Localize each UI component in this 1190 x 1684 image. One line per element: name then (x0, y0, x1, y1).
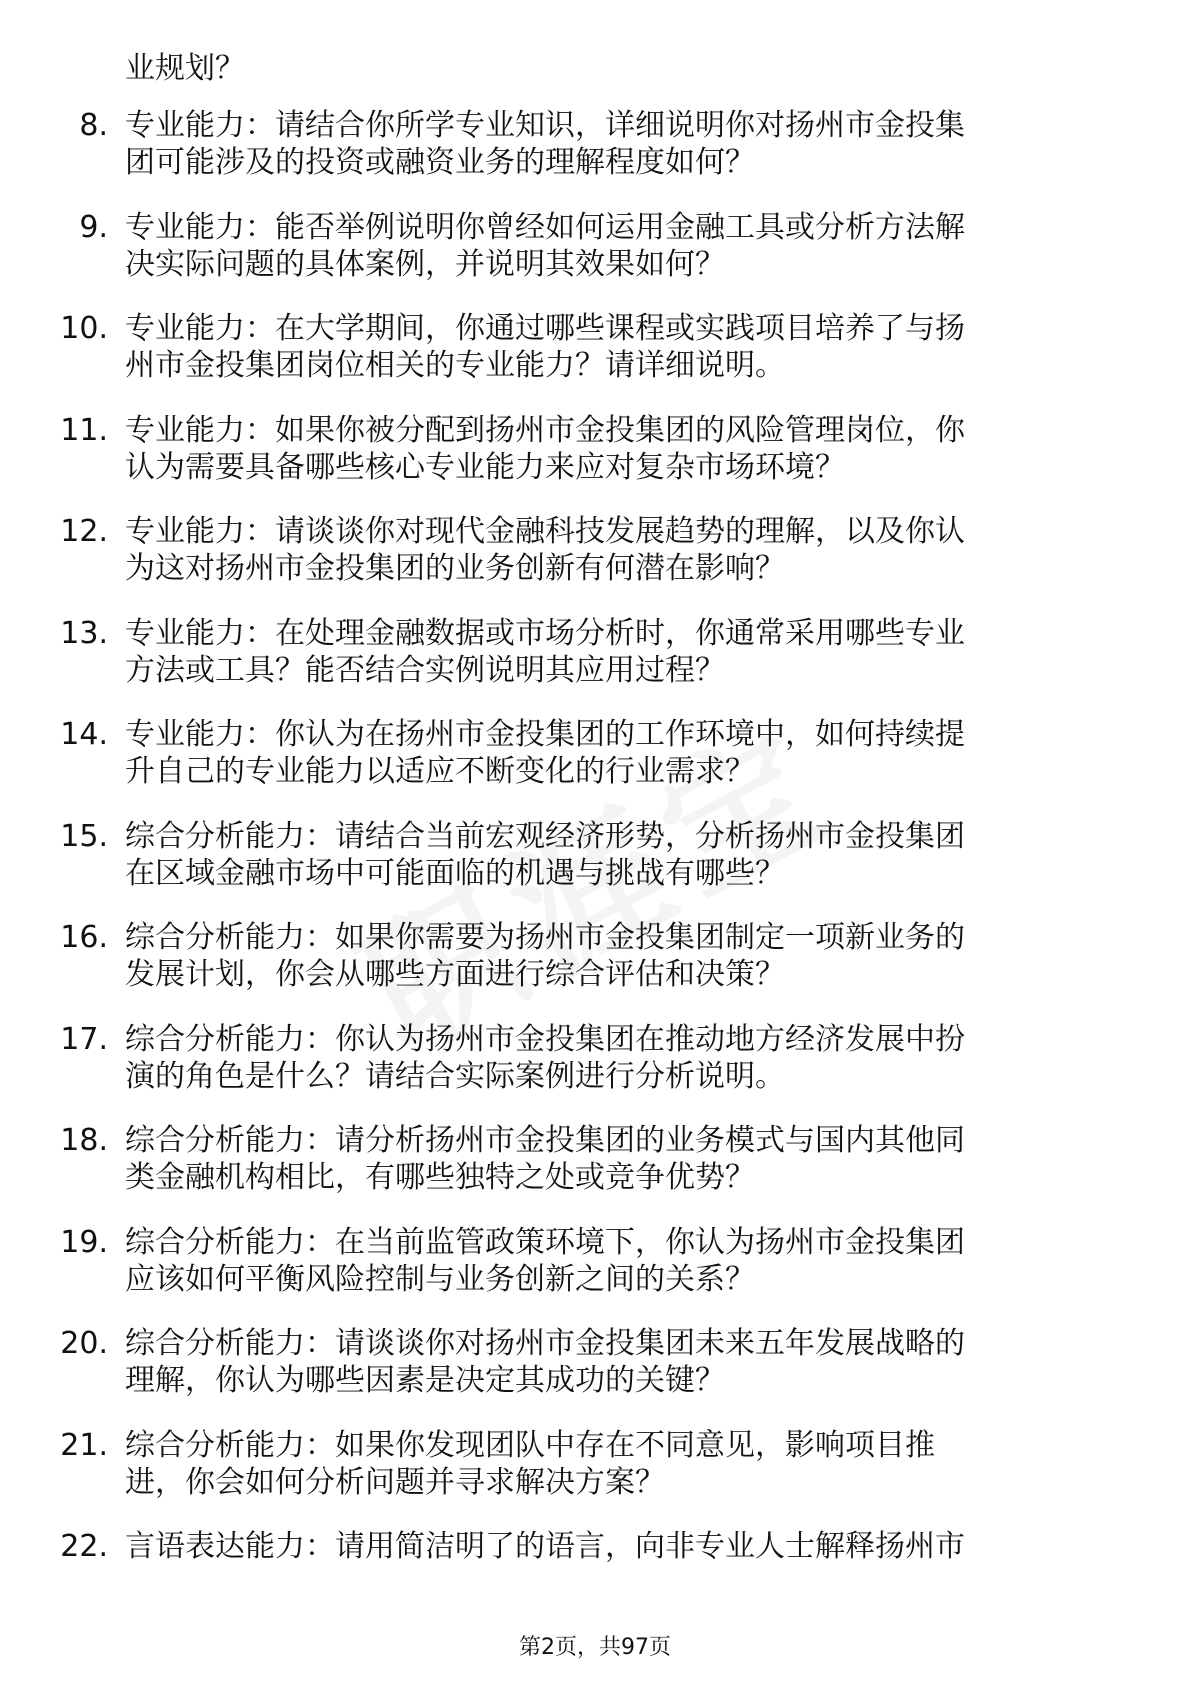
question-text-line: 认为需要具备哪些核心专业能力来应对复杂市场环境？ (125, 450, 845, 485)
question-text-line: 发展计划，你会从哪些方面进行综合评估和决策？ (125, 957, 785, 992)
question-text (125, 310, 1105, 384)
question-text-line: 综合分析能力：请结合当前宏观经济形势，分析扬州市金投集团 (125, 819, 965, 854)
question-item (0, 615, 1190, 701)
question-text-line: 方法或工具？能否结合实例说明其应用过程？ (125, 653, 725, 688)
question-text-line: 团可能涉及的投资或融资业务的理解程度如何？ (125, 145, 755, 180)
question-text (125, 615, 1105, 689)
question-text (125, 1528, 1105, 1565)
question-item (0, 107, 1190, 193)
question-text-line: 综合分析能力：请谈谈你对扬州市金投集团未来五年发展战略的 (125, 1326, 965, 1361)
question-text-line: 专业能力：在大学期间，你通过哪些课程或实践项目培养了与扬 (125, 311, 965, 346)
question-text-line: 综合分析能力：在当前监管政策环境下，你认为扬州市金投集团 (125, 1225, 965, 1260)
question-item (0, 818, 1190, 904)
question-text-line: 专业能力：能否举例说明你曾经如何运用金融工具或分析方法解 (125, 210, 965, 245)
question-item (0, 1122, 1190, 1208)
question-item (0, 209, 1190, 295)
question-number: 14. (60, 717, 108, 752)
question-text-line: 理解，你认为哪些因素是决定其成功的关键？ (125, 1363, 725, 1398)
question-text-line: 综合分析能力：你认为扬州市金投集团在推动地方经济发展中扮 (125, 1022, 965, 1057)
question-text (125, 1224, 1105, 1298)
question-text-line: 专业能力：如果你被分配到扬州市金投集团的风险管理岗位，你 (125, 413, 965, 448)
question-text (125, 412, 1105, 486)
question-text (125, 513, 1105, 587)
question-text (125, 1427, 1105, 1501)
question-text-line: 综合分析能力：如果你发现团队中存在不同意见，影响项目推 (125, 1428, 935, 1463)
question-text-line: 专业能力：请谈谈你对现代金融科技发展趋势的理解，以及你认 (125, 514, 965, 549)
question-item (0, 919, 1190, 1005)
question-text-line: 专业能力：你认为在扬州市金投集团的工作环境中，如何持续提 (125, 717, 965, 752)
question-number: 10. (60, 311, 108, 346)
question-number: 9. (79, 210, 108, 245)
question-item (0, 1224, 1190, 1310)
question-number: 22. (60, 1529, 108, 1564)
question-item (0, 412, 1190, 498)
question-item (0, 1325, 1190, 1411)
question-text-line: 为这对扬州市金投集团的业务创新有何潜在影响？ (125, 551, 785, 586)
question-text-line: 进，你会如何分析问题并寻求解决方案？ (125, 1465, 665, 1500)
question-text (125, 1122, 1105, 1196)
question-text-line: 专业能力：在处理金融数据或市场分析时，你通常采用哪些专业 (125, 616, 965, 651)
question-text (125, 1021, 1105, 1095)
question-text-line: 演的角色是什么？请结合实际案例进行分析说明。 (125, 1059, 785, 1094)
question-number: 18. (60, 1123, 108, 1158)
question-number: 21. (60, 1428, 108, 1463)
question-text-line: 类金融机构相比，有哪些独特之处或竞争优势？ (125, 1160, 755, 1195)
question-number: 11. (60, 413, 108, 448)
question-number: 13. (60, 616, 108, 651)
question-text-line: 应该如何平衡风险控制与业务创新之间的关系？ (125, 1262, 755, 1297)
question-item (0, 1528, 1190, 1614)
question-number: 12. (60, 514, 108, 549)
page-footer: 第2页，共97页 (519, 1635, 671, 1660)
question-number: 16. (60, 920, 108, 955)
question-item (0, 310, 1190, 396)
question-text-line: 州市金投集团岗位相关的专业能力？请详细说明。 (125, 348, 785, 383)
question-item (0, 1427, 1190, 1513)
question-item (0, 716, 1190, 802)
question-text-line: 专业能力：请结合你所学专业知识，详细说明你对扬州市金投集 (125, 108, 965, 143)
question-number: 15. (60, 819, 108, 854)
question-text (125, 716, 1105, 790)
question-text (125, 818, 1105, 892)
question-text-line: 升自己的专业能力以适应不断变化的行业需求？ (125, 754, 755, 789)
question-text-line: 言语表达能力：请用简洁明了的语言，向非专业人士解释扬州市 (125, 1529, 965, 1564)
question-text-line: 综合分析能力：请分析扬州市金投集团的业务模式与国内其他同 (125, 1123, 965, 1158)
continuation-text: 业规划？ (125, 51, 245, 86)
question-text-line: 在区域金融市场中可能面临的机遇与挑战有哪些？ (125, 856, 785, 891)
question-item (0, 513, 1190, 599)
question-text (125, 1325, 1105, 1399)
question-number: 19. (60, 1225, 108, 1260)
question-text (125, 107, 1105, 181)
question-text (125, 919, 1105, 993)
question-text-line: 决实际问题的具体案例，并说明其效果如何？ (125, 247, 725, 282)
question-text-line: 综合分析能力：如果你需要为扬州市金投集团制定一项新业务的 (125, 920, 965, 955)
question-number: 17. (60, 1022, 108, 1057)
question-number: 20. (60, 1326, 108, 1361)
question-text (125, 209, 1105, 283)
question-item (0, 1021, 1190, 1107)
question-number: 8. (79, 108, 108, 143)
